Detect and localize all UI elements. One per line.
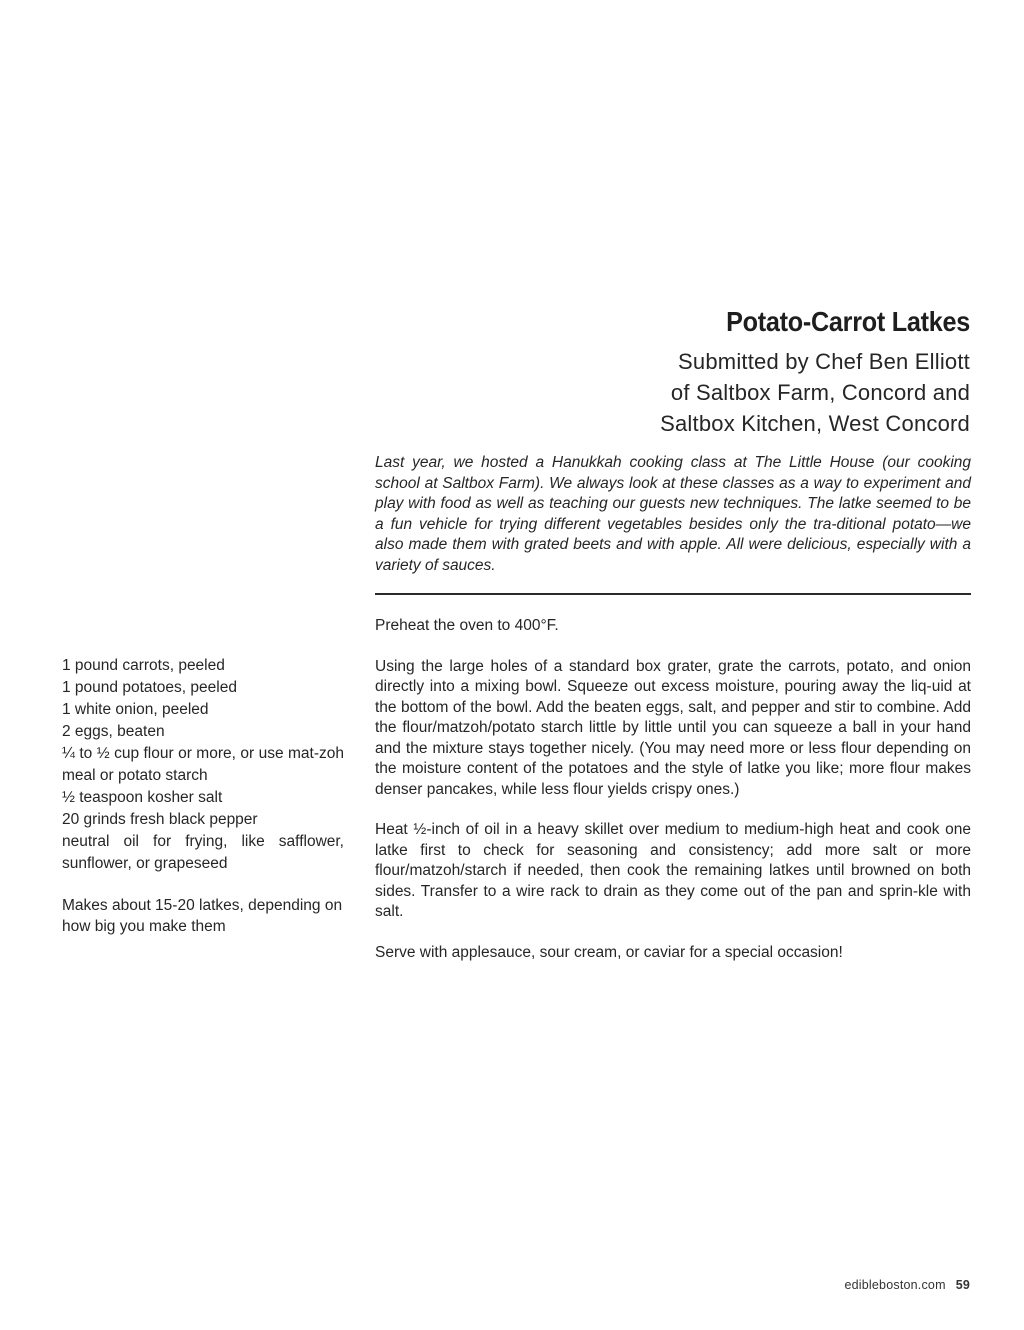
page-footer — [845, 1278, 971, 1292]
recipe-instructions — [375, 616, 971, 983]
ingredient-item: 2 eggs, beaten — [62, 723, 165, 740]
instruction-step: Serve with applesauce, sour cream, or caviar for a special occasion! — [375, 943, 843, 961]
byline-line: Saltbox Kitchen, West Concord — [660, 411, 970, 436]
ingredient-item: 1 pound carrots, peeled — [62, 657, 225, 674]
ingredient-item: neutral oil for frying, like safflower, sunflower, or grapeseed — [62, 833, 344, 872]
recipe-intro: Last year, we hosted a Hanukkah cooking class at The Little House (our cooking school at Saltbox Farm). We always look at these classes as a way to experiment and play with food as well as teaching our guests new techniques. The latke seemed to be a fun vehicle for trying different vegetables besides only the tra-ditional potato—we also made them with grated beets and with apple. All were delicious, especially with a variety of sauces. — [375, 454, 971, 574]
instruction-step: Preheat the oven to 400°F. — [375, 617, 559, 634]
recipe-byline — [450, 346, 970, 439]
ingredient-item: 1 white onion, peeled — [62, 701, 209, 718]
ingredient-item: ¼ to ½ cup flour or more, or use mat-zoh meal or potato starch — [62, 745, 344, 784]
byline-line: Submitted by Chef Ben Elliott — [678, 349, 970, 374]
recipe-title: Potato-Carrot Latkes — [726, 306, 970, 337]
instruction-step: Using the large holes of a standard box grater, grate the carrots, potato, and onion directly into a mixing bowl. Squeeze out excess moisture, pouring away the liq-uid at the bottom of the bowl. Add the beaten eggs, salt, and pepper and stir to combine. Add the flour/matzoh/potato starch little by little until you can squeeze a ball in your hand and the mixture stays together nicely. (You may need more or less flour depending on the moisture content of the potatoes and the style of latke you like; more flour makes denser pancakes, while less flour yields crispy ones.) — [375, 657, 971, 798]
recipe-yield: Makes about 15-20 latkes, depending on how big you make them — [62, 897, 343, 935]
ingredient-item: ½ teaspoon kosher salt — [62, 789, 223, 806]
footer-site: edibleboston.com — [844, 1278, 946, 1292]
ingredient-list — [62, 655, 344, 875]
byline-line: of Saltbox Farm, Concord and — [670, 380, 970, 405]
instruction-step: Heat ½-inch of oil in a heavy skillet over medium to medium-high heat and cook one latke first to check for seasoning and consistency; add more salt or more flour/matzoh/starch if needed, then cook the remaining latkes until browned on both sides. Transfer to a wire rack to drain as they come out of the pan and sprin-kle with salt. — [375, 821, 971, 920]
page-number: 59 — [955, 1278, 970, 1292]
ingredient-item: 1 pound potatoes, peeled — [62, 679, 237, 696]
section-divider — [375, 593, 971, 595]
ingredient-item: 20 grinds fresh black pepper — [62, 811, 258, 828]
